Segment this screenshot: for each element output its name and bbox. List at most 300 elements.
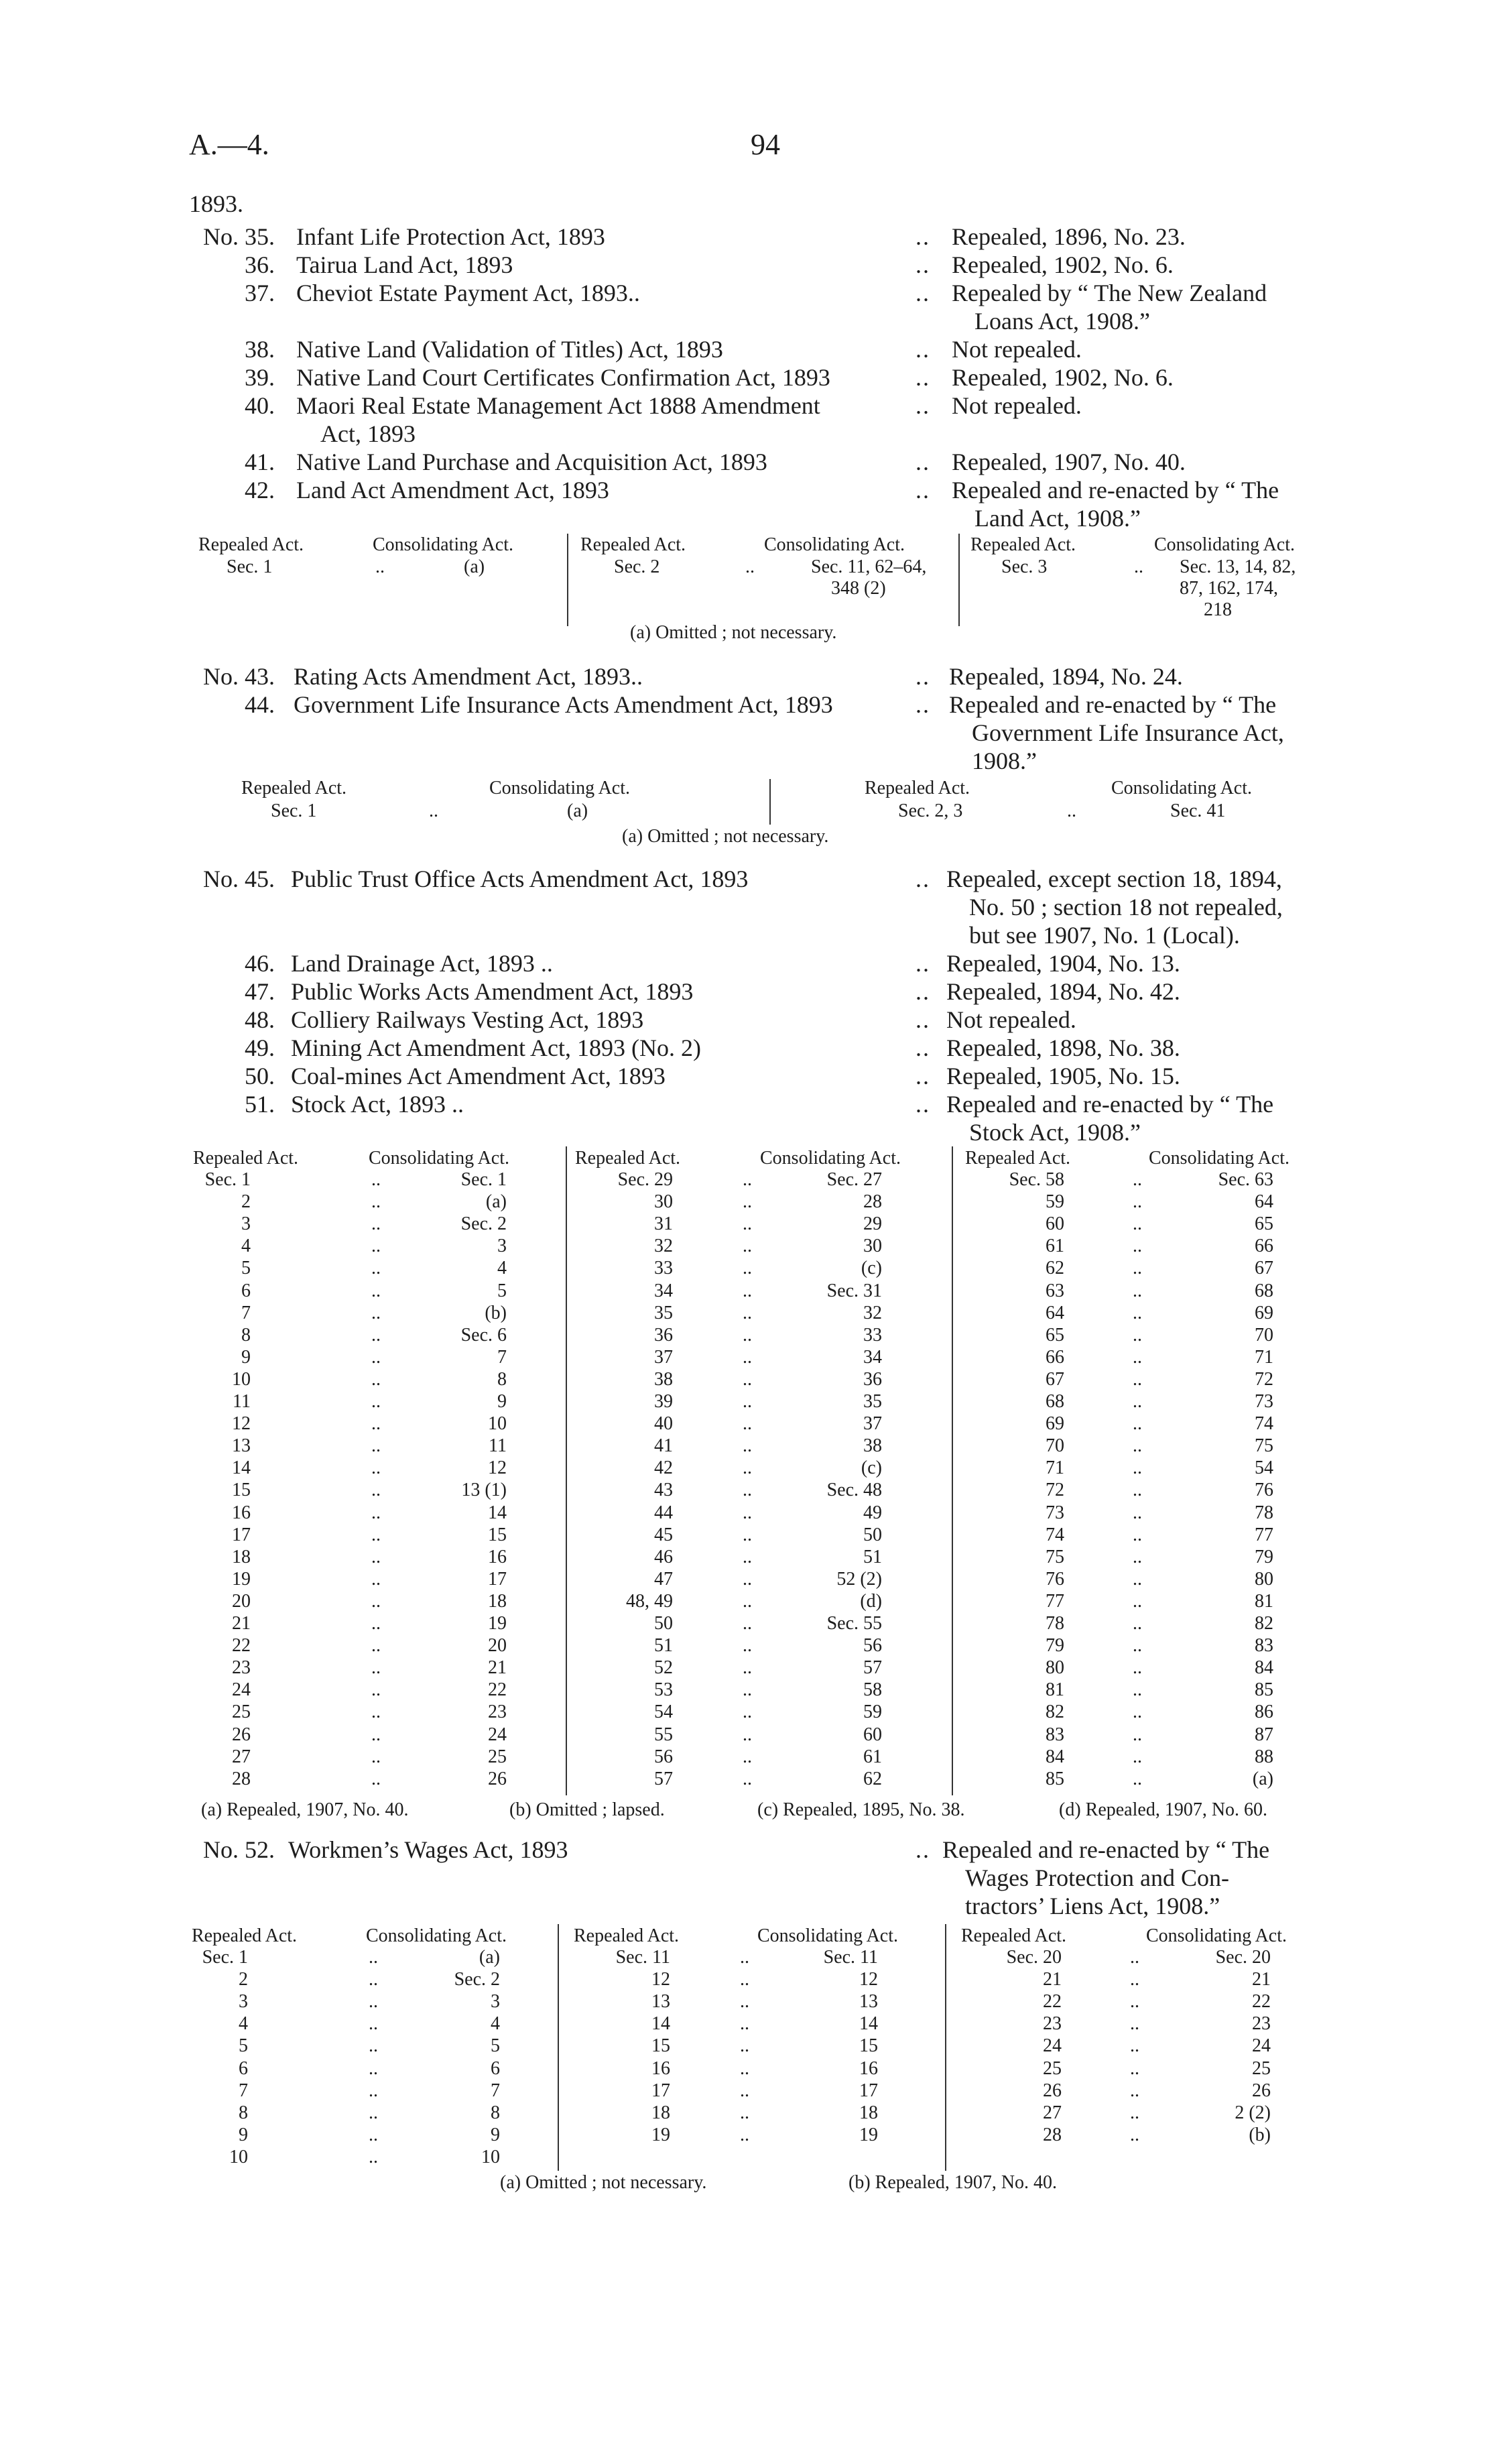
table-cell: 2 — [239, 1969, 248, 1990]
act-title-line: Stock Act, 1893 .. — [291, 1091, 464, 1118]
table-cell: 35 — [863, 1391, 882, 1412]
table-cell: 77 — [1255, 1524, 1273, 1545]
table-leader: .. — [743, 1280, 752, 1301]
table-leader: .. — [743, 1391, 752, 1412]
footnote: (d) Repealed, 1907, No. 60. — [1059, 1799, 1268, 1820]
act-number: 36. — [245, 251, 275, 278]
table-leader: .. — [743, 1524, 752, 1545]
table-leader: .. — [1130, 2124, 1139, 2145]
table-cell: Sec. 20 — [1006, 1947, 1062, 1968]
table-cell: 42 — [654, 1457, 673, 1479]
table-leader: .. — [743, 1169, 752, 1190]
dot-leader: .. — [916, 978, 930, 1005]
table-cell: 76 — [1255, 1480, 1273, 1501]
table-cell: 26 — [232, 1724, 251, 1745]
table-cell: 28 — [863, 1191, 882, 1213]
table-leader: .. — [743, 1302, 752, 1323]
table-cell: 53 — [654, 1679, 673, 1701]
table-cell: 68 — [1255, 1280, 1273, 1301]
dot-leader: .. — [916, 1836, 930, 1863]
table-leader: .. — [1130, 2035, 1139, 2057]
act-title-line: Colliery Railways Vesting Act, 1893 — [291, 1006, 644, 1033]
table-leader: .. — [1133, 1302, 1142, 1323]
table-cell: 18 — [859, 2102, 878, 2123]
table-leader: .. — [743, 1657, 752, 1679]
table-cell: Sec. 1 — [204, 1169, 251, 1190]
table-cell: 32 — [654, 1236, 673, 1257]
footnote: (b) Omitted ; lapsed. — [509, 1799, 665, 1820]
table-cell: 37 — [654, 1346, 673, 1368]
status-line: Repealed, 1894, No. 42. — [946, 978, 1180, 1005]
act-number: 51. — [245, 1091, 275, 1118]
table-cell: 2 (2) — [1235, 2102, 1271, 2123]
table-cell: 57 — [654, 1768, 673, 1789]
table-leader: .. — [1133, 1657, 1142, 1679]
table-cell: 12 — [488, 1457, 507, 1479]
table-cell: 82 — [1046, 1702, 1064, 1723]
table-header-consolidating: Consolidating Act. — [1111, 778, 1252, 798]
act-number: 47. — [245, 978, 275, 1005]
table-leader: .. — [369, 2124, 378, 2145]
table-cell: 37 — [863, 1413, 882, 1435]
table-leader: .. — [1130, 2057, 1139, 2079]
dot-leader: .. — [916, 1034, 930, 1061]
table-cell: 3 — [239, 1991, 248, 2013]
table-leader: .. — [1130, 2102, 1139, 2123]
table-cell: Sec. 13, 14, 82, — [1180, 556, 1296, 577]
table-cell: 75 — [1046, 1546, 1064, 1567]
table-header-repealed: Repealed Act. — [580, 534, 686, 555]
table-leader: .. — [1133, 1280, 1142, 1301]
table-cell: (a) — [479, 1947, 500, 1968]
table-header-consolidating: Consolidating Act. — [1146, 1925, 1287, 1946]
repeal-status — [946, 977, 1180, 1006]
column-rule — [958, 534, 960, 626]
column-rule — [769, 779, 771, 825]
table-cell: 30 — [654, 1191, 673, 1213]
table-leader: .. — [369, 2057, 378, 2079]
repeal-status — [952, 392, 1082, 420]
table-cell: 62 — [1046, 1258, 1064, 1279]
table-leader: .. — [740, 2080, 749, 2101]
status-line: Stock Act, 1908.” — [969, 1119, 1141, 1146]
act-title-line: Land Drainage Act, 1893 .. — [291, 950, 553, 977]
dot-leader: .. — [916, 950, 930, 977]
table-cell: 10 — [481, 2146, 500, 2167]
table-leader: .. — [743, 1613, 752, 1634]
status-line: Repealed, 1902, No. 6. — [952, 251, 1174, 278]
table-cell: 48, 49 — [626, 1590, 673, 1612]
table-cell: 22 — [1043, 1991, 1062, 2013]
table-cell: 52 — [654, 1657, 673, 1679]
act-title — [296, 363, 830, 392]
table-leader: .. — [1133, 1258, 1142, 1279]
act-title-line: Mining Act Amendment Act, 1893 (No. 2) — [291, 1034, 701, 1061]
table-cell: 41 — [654, 1435, 673, 1457]
table-leader: .. — [743, 1480, 752, 1501]
table-leader: .. — [740, 1991, 749, 2013]
act-title — [296, 223, 605, 251]
act-number: 41. — [245, 449, 275, 475]
table-cell: 64 — [1255, 1191, 1273, 1213]
table-cell: 6 — [241, 1280, 251, 1301]
table-cell: 11 — [233, 1391, 251, 1412]
table-cell: 67 — [1046, 1368, 1064, 1390]
table-header-repealed: Repealed Act. — [970, 534, 1076, 555]
table-cell: 26 — [1252, 2080, 1271, 2101]
table-cell: 24 — [232, 1679, 251, 1701]
act-number: 46. — [245, 950, 275, 977]
table-cell: 44 — [654, 1502, 673, 1523]
table-leader: .. — [371, 1613, 381, 1634]
series-code: A.—4. — [189, 128, 269, 161]
table-cell: 61 — [863, 1746, 882, 1767]
act-title — [296, 392, 820, 448]
table-leader: .. — [371, 1702, 381, 1723]
table-cell: 20 — [232, 1590, 251, 1612]
column-rule — [952, 1146, 953, 1795]
act-title-line: Workmen’s Wages Act, 1893 — [288, 1836, 568, 1863]
status-line: Repealed, 1894, No. 24. — [949, 663, 1183, 690]
table-cell: Sec. 31 — [826, 1280, 882, 1301]
table-cell: 38 — [654, 1368, 673, 1390]
table-cell: Sec. 1 — [227, 556, 273, 577]
table-cell: 71 — [1255, 1346, 1273, 1368]
table-cell: 80 — [1046, 1657, 1064, 1679]
table-leader: .. — [1067, 800, 1076, 821]
table-cell: (b) — [1249, 2124, 1271, 2145]
table-cell: 23 — [232, 1657, 251, 1679]
table-leader: .. — [369, 1969, 378, 1990]
act-number: 48. — [245, 1006, 275, 1033]
column-rule — [566, 1146, 567, 1795]
table-leader: .. — [369, 2146, 378, 2167]
act-title-line: Rating Acts Amendment Act, 1893.. — [294, 663, 643, 690]
table-cell: 55 — [654, 1724, 673, 1745]
table-cell: 56 — [654, 1746, 673, 1767]
table-leader: .. — [1133, 1346, 1142, 1368]
table-cell: 51 — [863, 1546, 882, 1567]
table-header-consolidating: Consolidating Act. — [760, 1148, 901, 1169]
table-cell: 36 — [863, 1368, 882, 1390]
act-title — [291, 1034, 701, 1062]
table-cell: 69 — [1046, 1413, 1064, 1435]
table-leader: .. — [1133, 1169, 1142, 1190]
table-leader: .. — [1133, 1213, 1142, 1235]
table-cell: 19 — [232, 1568, 251, 1590]
table-leader: .. — [1133, 1324, 1142, 1346]
table-cell: 28 — [1043, 2124, 1062, 2145]
act-number: No. 43. — [203, 663, 275, 690]
table-cell: Sec. 11, 62–64, — [811, 556, 927, 577]
table-cell: 65 — [1046, 1324, 1064, 1346]
table-cell: 25 — [232, 1702, 251, 1723]
status-line: Not repealed. — [952, 336, 1082, 363]
table-cell: 59 — [1046, 1191, 1064, 1213]
table-cell: 13 — [651, 1991, 670, 2013]
act-title-line: Act, 1893 — [320, 420, 416, 447]
act-title-line: Native Land Purchase and Acquisition Act, 1893 — [296, 449, 767, 475]
table-leader: .. — [743, 1368, 752, 1390]
act-title-line: Infant Life Protection Act, 1893 — [296, 223, 605, 250]
table-cell: 4 — [239, 2013, 248, 2035]
table-cell: Sec. 1 — [202, 1947, 248, 1968]
table-cell: 7 — [239, 2080, 248, 2101]
table-cell: 17 — [651, 2080, 670, 2101]
year-heading: 1893. — [189, 190, 243, 217]
table-leader: .. — [371, 1391, 381, 1412]
table-leader: .. — [1133, 1236, 1142, 1257]
table-cell: 20 — [488, 1635, 507, 1657]
table-leader: .. — [743, 1457, 752, 1479]
table-cell: 86 — [1255, 1702, 1273, 1723]
table-leader: .. — [371, 1480, 381, 1501]
table-cell: 74 — [1046, 1524, 1064, 1545]
table-cell: 5 — [497, 1280, 507, 1301]
table-header-repealed: Repealed Act. — [198, 534, 304, 555]
status-line: Government Life Insurance Act, — [972, 719, 1284, 746]
table-cell: 54 — [654, 1702, 673, 1723]
dot-leader: .. — [916, 251, 930, 278]
dot-leader: .. — [916, 1091, 930, 1118]
table-cell: 4 — [241, 1236, 251, 1257]
table-cell: 15 — [651, 2035, 670, 2057]
table-cell: 71 — [1046, 1457, 1064, 1479]
table-leader: .. — [1133, 1502, 1142, 1523]
table-leader: .. — [371, 1346, 381, 1368]
status-line: Not repealed. — [946, 1006, 1076, 1033]
table-leader: .. — [1133, 1679, 1142, 1701]
table-cell: (a) — [567, 800, 588, 821]
table-leader: .. — [371, 1568, 381, 1590]
table-cell: 50 — [654, 1613, 673, 1634]
table-cell: 61 — [1046, 1236, 1064, 1257]
table-cell: 85 — [1046, 1768, 1064, 1789]
table-cell: 18 — [488, 1590, 507, 1612]
dot-leader: .. — [916, 691, 930, 718]
table-leader: .. — [740, 2102, 749, 2123]
table-cell: 78 — [1255, 1502, 1273, 1523]
table-cell: 13 — [859, 1991, 878, 2013]
table-cell: 23 — [488, 1702, 507, 1723]
table-cell: Sec. 2 — [454, 1969, 500, 1990]
table-header-repealed: Repealed Act. — [192, 1925, 298, 1946]
table-cell: 79 — [1255, 1546, 1273, 1567]
table-cell: 75 — [1255, 1435, 1273, 1457]
table-cell: 21 — [488, 1657, 507, 1679]
table-cell: 87 — [1255, 1724, 1273, 1745]
table-cell: 7 — [497, 1346, 507, 1368]
table-cell: 84 — [1255, 1657, 1273, 1679]
table-cell: Sec. 1 — [271, 800, 317, 821]
table-cell: 19 — [651, 2124, 670, 2145]
table-cell: 18 — [651, 2102, 670, 2123]
table-cell: 22 — [1252, 1991, 1271, 2013]
table-cell: 57 — [863, 1657, 882, 1679]
table-header-consolidating: Consolidating Act. — [757, 1925, 898, 1946]
table-leader: .. — [743, 1635, 752, 1657]
status-line: Repealed and re-enacted by “ The — [952, 477, 1279, 503]
act-number: No. 52. — [203, 1836, 275, 1863]
act-title — [291, 865, 748, 893]
table-leader: .. — [743, 1702, 752, 1723]
table-leader: .. — [743, 1679, 752, 1701]
table-leader: .. — [369, 2013, 378, 2035]
table-header-repealed: Repealed Act. — [865, 778, 970, 798]
table-cell: 5 — [241, 1258, 251, 1279]
table-cell: Sec. 1 — [460, 1169, 507, 1190]
table-cell: 78 — [1046, 1613, 1064, 1634]
table-leader: .. — [371, 1679, 381, 1701]
status-line: tractors’ Liens Act, 1908.” — [965, 1893, 1220, 1919]
table-leader: .. — [1133, 1368, 1142, 1390]
table-cell: 4 — [491, 2013, 500, 2035]
dot-leader: .. — [916, 392, 930, 419]
table-leader: .. — [740, 2124, 749, 2145]
table-header-repealed: Repealed Act. — [965, 1148, 1071, 1169]
table-cell: 34 — [654, 1280, 673, 1301]
act-title — [296, 335, 723, 363]
table-cell: 43 — [654, 1480, 673, 1501]
table-cell: 6 — [239, 2057, 248, 2079]
column-rule — [558, 1924, 559, 2171]
column-rule — [567, 534, 568, 626]
table-cell: 68 — [1046, 1391, 1064, 1412]
act-title — [291, 1006, 643, 1034]
table-cell: 5 — [239, 2035, 248, 2057]
table-cell: 8 — [241, 1324, 251, 1346]
table-leader: .. — [743, 1502, 752, 1523]
repeal-status — [946, 1090, 1273, 1146]
table-leader: .. — [743, 1590, 752, 1612]
table-cell: Sec. 55 — [826, 1613, 882, 1634]
table-leader: .. — [743, 1213, 752, 1235]
act-title-line: Cheviot Estate Payment Act, 1893.. — [296, 280, 640, 306]
table-cell: 51 — [654, 1635, 673, 1657]
table-cell: (a) — [485, 1191, 507, 1213]
table-cell: 24 — [1043, 2035, 1062, 2057]
table-leader: .. — [371, 1635, 381, 1657]
table-cell: 9 — [241, 1346, 251, 1368]
dot-leader: .. — [916, 1006, 930, 1033]
table-cell: (c) — [861, 1457, 882, 1479]
table-header-consolidating: Consolidating Act. — [489, 778, 630, 798]
table-leader: .. — [371, 1457, 381, 1479]
table-cell: 52 (2) — [836, 1568, 882, 1590]
table-leader: .. — [740, 1947, 749, 1968]
table-leader: .. — [371, 1724, 381, 1745]
status-line: Repealed, 1905, No. 15. — [946, 1063, 1180, 1089]
table-cell: (b) — [485, 1302, 507, 1323]
table-cell: 6 — [491, 2057, 500, 2079]
table-cell: Sec. 27 — [826, 1169, 882, 1190]
table-cell: 50 — [863, 1524, 882, 1545]
table-cell: 19 — [859, 2124, 878, 2145]
page-number: 94 — [751, 128, 780, 161]
act-title — [296, 476, 609, 504]
table-cell: 5 — [491, 2035, 500, 2057]
table-cell: 15 — [488, 1524, 507, 1545]
act-title-line: Coal-mines Act Amendment Act, 1893 — [291, 1063, 666, 1089]
table-cell: 4 — [497, 1258, 507, 1279]
table-leader: .. — [371, 1324, 381, 1346]
table-cell: 25 — [1252, 2057, 1271, 2079]
footnote: (a) Omitted ; not necessary. — [622, 826, 829, 847]
table-cell: 24 — [1252, 2035, 1271, 2057]
table-cell: 25 — [488, 1746, 507, 1767]
table-cell: 76 — [1046, 1568, 1064, 1590]
table-cell: 27 — [1043, 2102, 1062, 2123]
table-cell: (d) — [860, 1590, 882, 1612]
table-cell: 59 — [863, 1702, 882, 1723]
repeal-status — [952, 363, 1174, 392]
table-cell: 58 — [863, 1679, 882, 1701]
table-cell: 218 — [1204, 599, 1232, 620]
status-line: Repealed and re-enacted by “ The — [949, 691, 1277, 718]
table-leader: .. — [1130, 2013, 1139, 2035]
table-cell: 10 — [488, 1413, 507, 1435]
status-line: No. 50 ; section 18 not repealed, — [969, 894, 1283, 920]
status-line: Repealed, 1902, No. 6. — [952, 364, 1174, 391]
table-cell: Sec. 2, 3 — [898, 800, 963, 821]
table-leader: .. — [371, 1546, 381, 1567]
table-leader: .. — [745, 556, 755, 577]
dot-leader: .. — [916, 477, 930, 503]
table-cell: 69 — [1255, 1302, 1273, 1323]
act-number: 39. — [245, 364, 275, 391]
table-cell: 24 — [488, 1724, 507, 1745]
table-cell: Sec. 3 — [1001, 556, 1048, 577]
table-header-repealed: Repealed Act. — [241, 778, 347, 798]
table-header-repealed: Repealed Act. — [575, 1148, 681, 1169]
table-leader: .. — [369, 2102, 378, 2123]
table-cell: 7 — [241, 1302, 251, 1323]
table-cell: 79 — [1046, 1635, 1064, 1657]
table-cell: Sec. 11 — [615, 1947, 670, 1968]
table-cell: 22 — [488, 1679, 507, 1701]
table-cell: 21 — [1043, 1969, 1062, 1990]
act-title-line: Government Life Insurance Acts Amendment Act, 1893 — [294, 691, 833, 718]
table-leader: .. — [1133, 1768, 1142, 1789]
act-number: 49. — [245, 1034, 275, 1061]
table-cell: 9 — [239, 2124, 248, 2145]
table-leader: .. — [1130, 2080, 1139, 2101]
table-cell: 7 — [491, 2080, 500, 2101]
table-cell: 18 — [232, 1546, 251, 1567]
table-cell: 9 — [491, 2124, 500, 2145]
table-leader: .. — [371, 1502, 381, 1523]
table-cell: 16 — [859, 2057, 878, 2079]
table-cell: 81 — [1046, 1679, 1064, 1701]
footnote: (b) Repealed, 1907, No. 40. — [848, 2172, 1058, 2193]
table-cell: (c) — [861, 1258, 882, 1279]
table-cell: 16 — [651, 2057, 670, 2079]
table-leader: .. — [743, 1746, 752, 1767]
table-cell: 11 — [489, 1435, 507, 1457]
footnote: (c) Repealed, 1895, No. 38. — [757, 1799, 965, 1820]
table-cell: 35 — [654, 1302, 673, 1323]
table-cell: 36 — [654, 1324, 673, 1346]
table-cell: 70 — [1255, 1324, 1273, 1346]
repeal-status — [952, 223, 1186, 251]
table-cell: 12 — [651, 1969, 670, 1990]
table-cell: 9 — [497, 1391, 507, 1412]
repeal-status — [949, 662, 1183, 691]
act-title — [291, 1090, 464, 1118]
table-leader: .. — [371, 1524, 381, 1545]
act-title-line: Land Act Amendment Act, 1893 — [296, 477, 609, 503]
table-cell: 82 — [1255, 1613, 1273, 1634]
